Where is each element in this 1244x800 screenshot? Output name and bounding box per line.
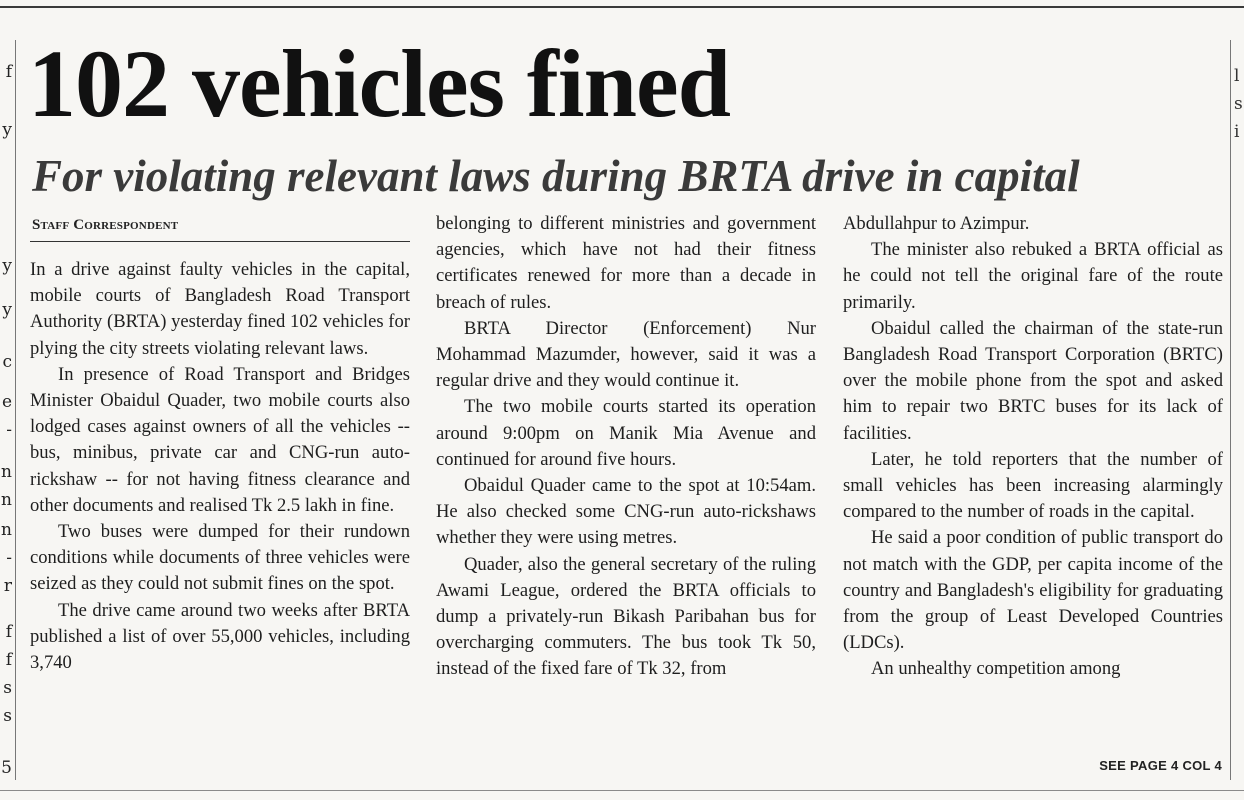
paragraph: BRTA Director (Enforcement) Nur Mohammad Mazumder, however, said it was a regular drive and they would continue it. — [436, 317, 816, 392]
margin-fragment: 5 — [1, 758, 12, 778]
margin-fragment: f — [5, 62, 12, 82]
margin-fragment: f — [5, 622, 12, 642]
margin-fragment: f — [5, 650, 12, 670]
left-column-rule — [15, 40, 16, 780]
paragraph: An unhealthy competition among — [871, 658, 1121, 680]
paragraph: In presence of Road Transport and Bridges Minister Obaidul Quader, two mobile courts also lodged cases against owners of all the vehicles -- bus, minibus, private car and CNG-run auto-rickshaw -- for not having fitness clearance and other documents and realised Tk 2.5 lakh in fine. — [30, 363, 410, 516]
paragraph: Quader, also the general secretary of the ruling Awami League, ordered the BRTA officials to dump a privately-run Bikash Paribahan bus for overcharging commuters. The bus took Tk 50, instead of the fixed fare of Tk 32, from — [436, 553, 816, 680]
margin-fragment: y — [2, 300, 12, 320]
headline: 102 vehicles fined — [28, 30, 730, 137]
margin-fragment: - — [6, 420, 12, 440]
margin-fragment: c — [2, 352, 12, 372]
margin-fragment: n — [1, 520, 12, 540]
article-column-2 — [436, 211, 816, 683]
paragraph: In a drive against faulty vehicles in the capital, mobile courts of Bangladesh Road Transport Authority (BRTA) yesterday fined 102 vehicles for plying the city streets violating relevant laws. — [30, 259, 410, 359]
paragraph: The drive came around two weeks after BRTA published a list of over 55,000 vehicles, including 3,740 — [30, 599, 410, 674]
margin-fragment: e — [1, 392, 12, 412]
right-column-rule — [1230, 40, 1231, 780]
page-bottom-rule — [0, 790, 1244, 791]
paragraph: Abdullahpur to Azimpur. — [843, 213, 1030, 234]
margin-fragment: n — [1, 490, 12, 510]
article-column-3 — [843, 211, 1223, 683]
margin-fragment: y — [2, 256, 12, 276]
byline: Staff Correspondent — [32, 217, 179, 233]
paragraph: Later, he told reporters that the number of small vehicles has been increasing alarmingly compared to the number of roads in the capital. — [843, 448, 1223, 523]
paragraph: The minister also rebuked a BRTA official as he could not tell the original fare of the route primarily. — [843, 239, 1223, 313]
margin-fragment: y — [2, 120, 12, 140]
paragraph: The two mobile courts started its operation around 9:00pm on Manik Mia Avenue and continued for around five hours. — [436, 396, 816, 470]
paragraph: He said a poor condition of public transport do not match with the GDP, per capita income of the country and Bangladesh's eligibility for graduating from the group of Least Developed Countries (LDCs). — [843, 527, 1223, 654]
margin-fragment: s — [3, 678, 12, 698]
paragraph: Obaidul called the chairman of the state-run Bangladesh Road Transport Corporation (BRTC) over the mobile phone from the spot and asked him to repair two BRTC buses for its lack of facilities. — [843, 317, 1223, 444]
margin-fragment: r — [3, 576, 12, 596]
subheadline: For violating relevant laws during BRTA drive in capital — [32, 151, 1080, 201]
margin-fragment: n — [1, 462, 12, 482]
margin-fragment: s — [1234, 94, 1243, 114]
margin-fragment: s — [3, 706, 12, 726]
paragraph: Obaidul Quader came to the spot at 10:54am. He also checked some CNG-run auto-rickshaws whether they were using metres. — [436, 475, 816, 549]
article-column-1 — [30, 257, 410, 676]
paragraph: belonging to different ministries and government agencies, which have not had their fitness certificates renewed for more than a decade in breach of rules. — [436, 213, 816, 313]
byline-rule — [30, 241, 410, 242]
continuation-jump-line: SEE PAGE 4 COL 4 — [1099, 758, 1222, 773]
margin-fragment: - — [6, 548, 12, 568]
margin-fragment: l — [1234, 66, 1240, 86]
margin-fragment: i — [1234, 122, 1240, 142]
page-top-rule — [0, 6, 1244, 8]
paragraph: Two buses were dumped for their rundown conditions while documents of three vehicles were seized as they could not submit fines on the spot. — [30, 521, 410, 595]
